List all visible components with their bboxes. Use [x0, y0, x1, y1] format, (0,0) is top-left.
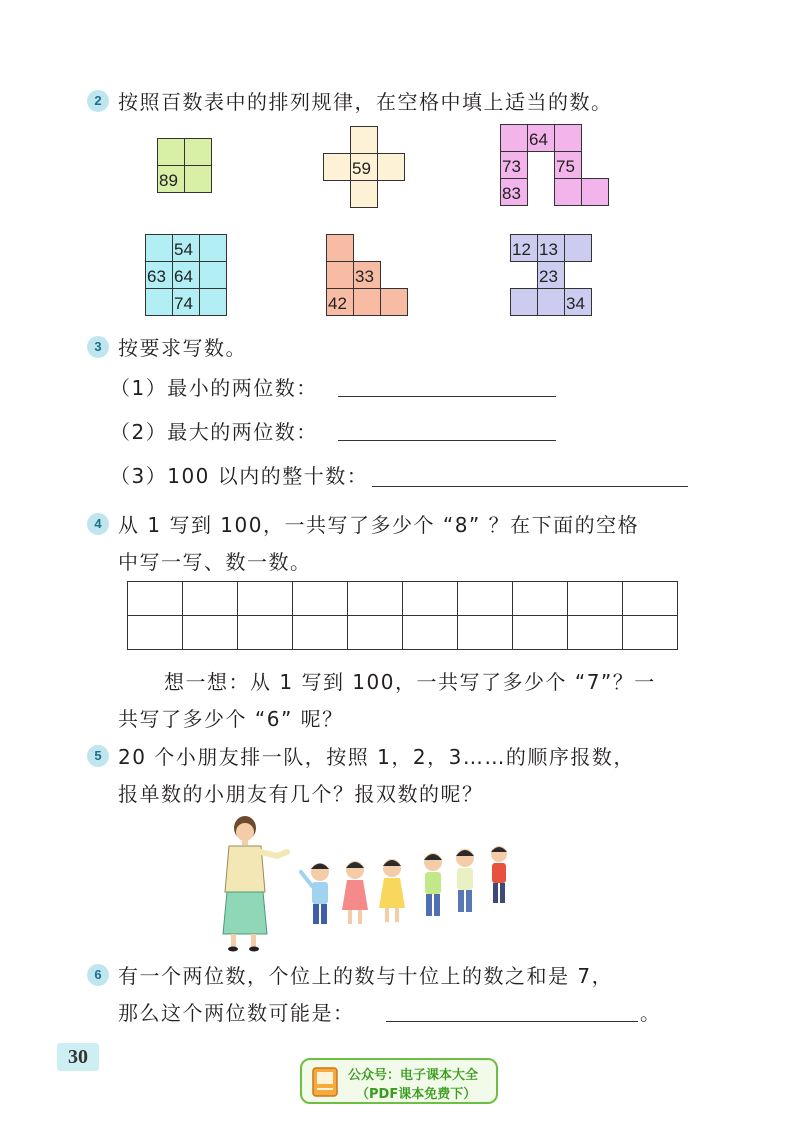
- grid-cell: 74: [172, 288, 200, 316]
- question-6-line-2-suffix: 。: [640, 1001, 662, 1025]
- think-line-1: 想一想：从 1 写到 100，一共写了多少个 “7”？一: [164, 670, 656, 694]
- grid-cell[interactable]: [554, 178, 582, 206]
- grid-cell[interactable]: [326, 261, 354, 289]
- grid-cell: 64: [527, 124, 555, 152]
- grid-cell[interactable]: [581, 178, 609, 206]
- grid-cell[interactable]: [145, 288, 173, 316]
- answer-cell[interactable]: [348, 616, 403, 650]
- answer-cell[interactable]: [458, 582, 513, 616]
- grid-cell: 83: [500, 178, 528, 206]
- answer-cell[interactable]: [568, 582, 623, 616]
- answer-cell[interactable]: [183, 582, 238, 616]
- answer-cell[interactable]: [293, 582, 348, 616]
- question-5-line-2: 报单数的小朋友有几个？报双数的呢？: [118, 782, 484, 806]
- q3-item-3-answer-line[interactable]: [372, 486, 688, 487]
- grid-cell: 34: [564, 288, 592, 316]
- question-2-text: 按照百数表中的排列规律，在空格中填上适当的数。: [118, 90, 613, 114]
- grid-cell[interactable]: [323, 153, 351, 181]
- grid-cell[interactable]: [157, 138, 185, 166]
- answer-cell[interactable]: [623, 582, 678, 616]
- answer-cell[interactable]: [458, 616, 513, 650]
- answer-cell[interactable]: [128, 582, 183, 616]
- grid-cell: 89: [157, 165, 185, 193]
- grid-cell: 73: [500, 151, 528, 179]
- grid-cell[interactable]: [380, 288, 408, 316]
- grid-cell: 64: [172, 261, 200, 289]
- teacher-figure: [223, 816, 287, 952]
- q3-item-1-label: （1）最小的两位数：: [110, 376, 318, 400]
- question-number-6: 6: [87, 964, 109, 986]
- grid-cell[interactable]: [326, 234, 354, 262]
- answer-cell[interactable]: [293, 616, 348, 650]
- grid-cell: 59: [350, 153, 378, 181]
- answer-cell[interactable]: [513, 616, 568, 650]
- question-number-3: 3: [87, 336, 109, 358]
- answer-cell[interactable]: [183, 616, 238, 650]
- teacher-children-illustration: [215, 812, 515, 952]
- answer-cell[interactable]: [403, 582, 458, 616]
- question-4-line-2: 中写一写、数一数。: [118, 550, 312, 574]
- think-line-2: 共写了多少个 “6” 呢？: [118, 707, 344, 731]
- book-icon: [310, 1066, 340, 1098]
- grid-cell: 75: [554, 151, 582, 179]
- q3-item-1-answer-line[interactable]: [338, 396, 556, 397]
- answer-cell[interactable]: [623, 616, 678, 650]
- grid-cell[interactable]: [199, 261, 227, 289]
- grid-cell[interactable]: [554, 124, 582, 152]
- answer-cell[interactable]: [238, 582, 293, 616]
- question-6-line-2-prefix: 那么这个两位数可能是：: [118, 1001, 355, 1025]
- answer-cell[interactable]: [568, 616, 623, 650]
- question-5-line-1: 20 个小朋友排一队，按照 1，2，3……的顺序报数，: [118, 745, 635, 769]
- grid-cell[interactable]: [353, 288, 381, 316]
- grid-cell[interactable]: [350, 180, 378, 208]
- answer-cell[interactable]: [128, 616, 183, 650]
- grid-cell: 63: [145, 261, 173, 289]
- badge-line-1: 公众号：电子课本大全: [348, 1068, 479, 1083]
- grid-cell: 42: [326, 288, 354, 316]
- grid-cell: 23: [537, 261, 565, 289]
- answer-grid-row: [128, 616, 678, 650]
- answer-cell[interactable]: [238, 616, 293, 650]
- q6-answer-line[interactable]: [386, 1021, 638, 1022]
- grid-cell[interactable]: [537, 288, 565, 316]
- grid-cell[interactable]: [377, 153, 405, 181]
- grid-cell[interactable]: [350, 126, 378, 154]
- grid-cell: 12: [510, 234, 538, 262]
- answer-cell[interactable]: [513, 582, 568, 616]
- child-figure: [491, 846, 507, 903]
- grid-cell[interactable]: [184, 138, 212, 166]
- grid-cell[interactable]: [184, 165, 212, 193]
- grid-cell: 13: [537, 234, 565, 262]
- q3-item-2-label: （2）最大的两位数：: [110, 420, 318, 444]
- child-figure: [379, 859, 405, 922]
- grid-cell[interactable]: [199, 288, 227, 316]
- question-number-4: 4: [87, 513, 109, 535]
- child-figure: [301, 863, 329, 924]
- child-figure: [342, 861, 368, 924]
- question-6-line-1: 有一个两位数，个位上的数与十位上的数之和是 7，: [118, 964, 614, 988]
- child-figure: [456, 849, 474, 912]
- watermark-badge: [300, 1058, 498, 1104]
- answer-cell[interactable]: [403, 616, 458, 650]
- grid-cell[interactable]: [199, 234, 227, 262]
- answer-grid-row: [128, 582, 678, 616]
- answer-cell[interactable]: [348, 582, 403, 616]
- question-number-2: 2: [87, 90, 109, 112]
- page-number: 30: [57, 1043, 99, 1071]
- question-4-line-1: 从 1 写到 100，一共写了多少个 “8” ？在下面的空格: [118, 513, 640, 537]
- q3-item-3-label: （3）100 以内的整十数：: [110, 464, 369, 488]
- grid-cell[interactable]: [145, 234, 173, 262]
- q3-item-2-answer-line[interactable]: [338, 440, 556, 441]
- grid-cell: 33: [353, 261, 381, 289]
- question-number-5: 5: [87, 745, 109, 767]
- question-3-text: 按要求写数。: [118, 336, 247, 360]
- answer-grid: [127, 581, 678, 650]
- grid-cell[interactable]: [510, 288, 538, 316]
- grid-cell: 54: [172, 234, 200, 262]
- child-figure: [424, 853, 442, 916]
- badge-line-2: （PDF课本免费下）: [356, 1087, 477, 1102]
- grid-cell[interactable]: [564, 234, 592, 262]
- grid-cell[interactable]: [500, 124, 528, 152]
